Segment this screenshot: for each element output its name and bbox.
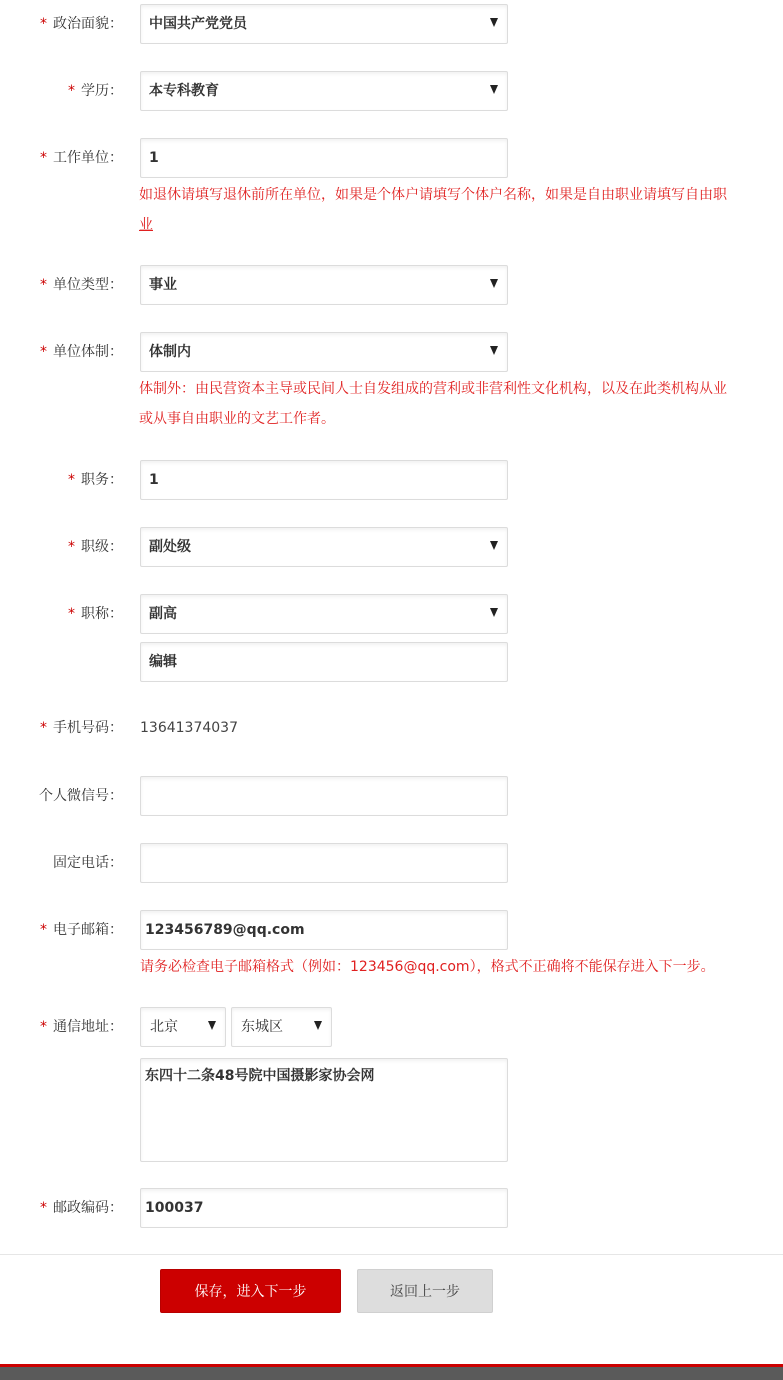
- required-mark: *: [40, 150, 47, 166]
- required-mark: *: [68, 83, 75, 99]
- political-value: 中国共产党党员: [149, 16, 247, 32]
- chevron-down-icon: [490, 608, 498, 617]
- education-label: * 学历：: [68, 83, 123, 99]
- position-input[interactable]: [140, 460, 508, 500]
- title-value: 副高: [149, 606, 177, 622]
- postcode-label: * 邮政编码：: [40, 1200, 123, 1216]
- wechat-label: 个人微信号：: [39, 788, 123, 804]
- workplace-value: 1: [149, 150, 159, 166]
- required-mark: *: [40, 16, 47, 32]
- chevron-down-icon: [490, 541, 498, 550]
- title-select[interactable]: [140, 594, 508, 634]
- chevron-down-icon: [490, 85, 498, 94]
- district-value: 东城区: [241, 1019, 283, 1035]
- rank-select[interactable]: [140, 527, 508, 567]
- unit-type-label: * 单位类型：: [40, 277, 123, 293]
- mobile-label: * 手机号码：: [40, 720, 123, 736]
- title-detail-input[interactable]: [140, 642, 508, 682]
- chevron-down-icon: [490, 279, 498, 288]
- phone-label: 固定电话：: [53, 855, 123, 871]
- divider: [0, 1254, 783, 1255]
- required-mark: *: [68, 606, 75, 622]
- unit-type-select[interactable]: [140, 265, 508, 305]
- workplace-label: * 工作单位：: [40, 150, 123, 166]
- email-input[interactable]: [140, 910, 508, 950]
- footer-bar: [0, 1364, 783, 1380]
- chevron-down-icon: [490, 346, 498, 355]
- unit-system-select[interactable]: [140, 332, 508, 372]
- required-mark: *: [68, 472, 75, 488]
- address-detail-textarea[interactable]: [140, 1058, 508, 1162]
- province-value: 北京: [150, 1019, 178, 1035]
- required-mark: *: [40, 720, 47, 736]
- rank-value: 副处级: [149, 539, 191, 555]
- workplace-hint: 如退休请填写退休前所在单位，如果是个体户请填写个体户名称，如果是自由职业请填写自由职 业: [139, 187, 727, 233]
- district-select[interactable]: [231, 1007, 332, 1047]
- address-label: * 通信地址：: [40, 1019, 123, 1035]
- email-hint: 请务必检查电子邮箱格式（例如：123456@qq.com），格式不正确将不能保存进入下一步。: [140, 959, 715, 975]
- chevron-down-icon: [490, 18, 498, 27]
- required-mark: *: [40, 1019, 47, 1035]
- province-select[interactable]: [140, 1007, 226, 1047]
- education-value: 本专科教育: [149, 83, 219, 99]
- back-button[interactable]: 返回上一步: [357, 1269, 493, 1313]
- postcode-value: 100037: [145, 1200, 204, 1216]
- unit-type-value: 事业: [149, 277, 177, 293]
- position-label: * 职务：: [68, 472, 123, 488]
- title-detail-value: 编辑: [149, 654, 177, 670]
- required-mark: *: [40, 277, 47, 293]
- unit-system-label: * 单位体制：: [40, 344, 123, 360]
- political-label: * 政治面貌：: [40, 16, 123, 32]
- address-detail-value: 东四十二条48号院中国摄影家协会网: [145, 1068, 375, 1084]
- unit-system-hint: 体制外：由民营资本主导或民间人士自发组成的营利或非营利性文化机构，以及在此类机构从业 或从事自由职业的文艺工作者。: [139, 381, 727, 427]
- chevron-down-icon: [208, 1021, 216, 1030]
- save-next-button[interactable]: 保存，进入下一步: [160, 1269, 341, 1313]
- chevron-down-icon: [314, 1021, 322, 1030]
- email-value: 123456789@qq.com: [145, 922, 305, 938]
- education-select[interactable]: [140, 71, 508, 111]
- political-select[interactable]: [140, 4, 508, 44]
- rank-label: * 职级：: [68, 539, 123, 555]
- required-mark: *: [40, 344, 47, 360]
- email-label: * 电子邮箱：: [40, 922, 123, 938]
- mobile-value: 13641374037: [140, 720, 238, 736]
- required-mark: *: [40, 1200, 47, 1216]
- unit-system-value: 体制内: [149, 344, 191, 360]
- phone-input[interactable]: [140, 843, 508, 883]
- title-label: * 职称：: [68, 606, 123, 622]
- required-mark: *: [40, 922, 47, 938]
- postcode-input[interactable]: [140, 1188, 508, 1228]
- position-value: 1: [149, 472, 159, 488]
- wechat-input[interactable]: [140, 776, 508, 816]
- required-mark: *: [68, 539, 75, 555]
- workplace-input[interactable]: [140, 138, 508, 178]
